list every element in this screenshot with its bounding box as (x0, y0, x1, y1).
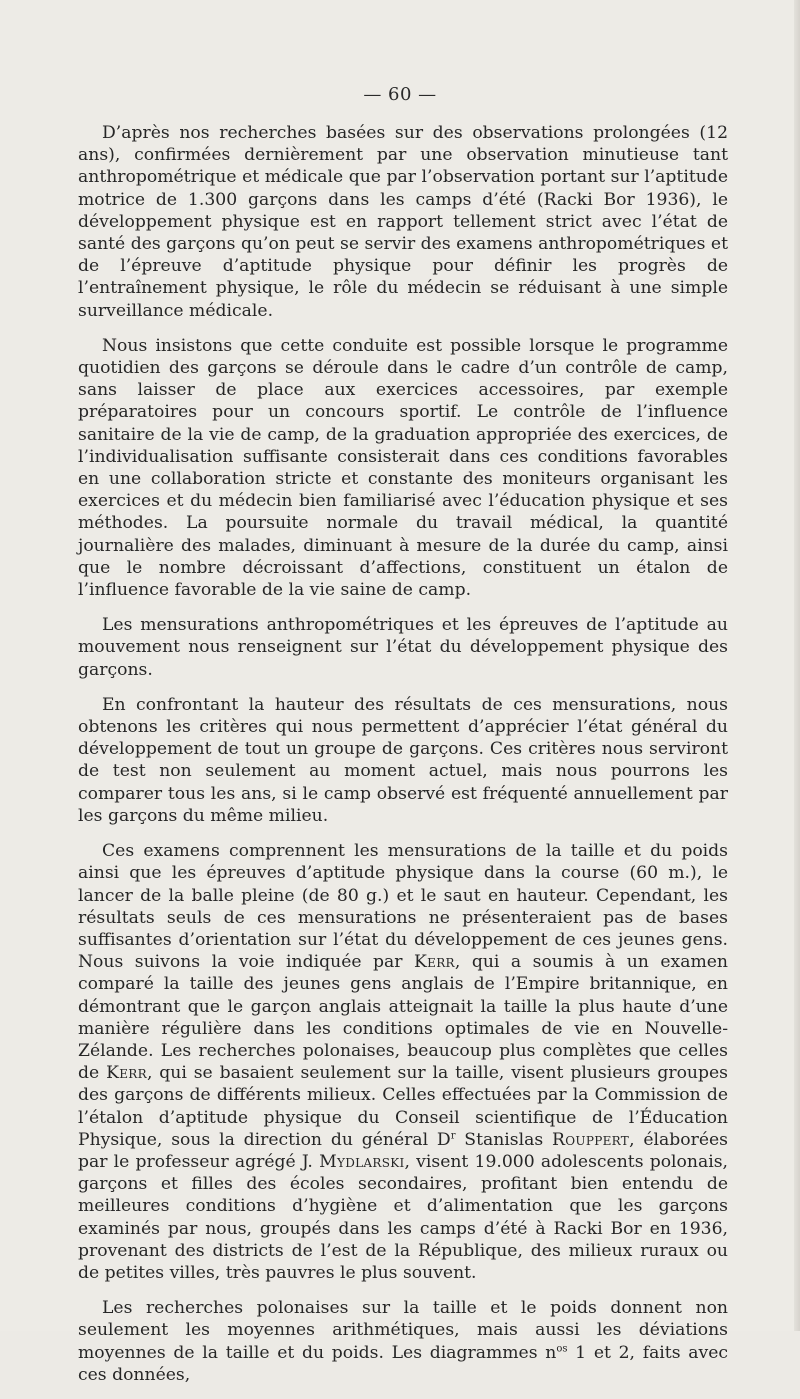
author-name-kerr-2: Kerr (106, 1063, 147, 1084)
paragraph-3: Les mensurations anthropométriques et les épreuves de l’aptitude au mouvement nous renseignent sur l’état du développement physique des garçons. (78, 615, 728, 680)
paragraph-4: En confrontant la hauteur des résultats de ces mensurations, nous obtenons les critères qui nous permettent d’apprécier l’état général du développement de tout un groupe de garçons. Ces critères nous serviront de test non seulement au moment actuel, mais nous pourrons les comparer tous les ans, si le camp observé est fréquenté annuellement par les garçons du même milieu. (78, 694, 728, 826)
paragraph-6-text-b: 1 et 2, faits avec ces données, (78, 1342, 728, 1385)
paragraph-6-text-a: Les recherches polonaises sur la taille et le poids donnent non seulement les moyennes arithmétiques, mais aussi les déviations moyennes de la taille et du poids. Les diagrammes n (78, 1298, 728, 1363)
paragraph-1: D’après nos recherches basées sur des observations prolongées (12 ans), confirmées dernièrement par une observation minutieuse tant anthropométrique et médicale que par l’observation portant sur l’aptitude motrice de 1.300 garçons dans les camps d’été (Racki Bor 1936), le développement physique est en rapport tellement strict avec l’état de santé des garçons qu’on peut se servir des examens anthropométriques et de l’épreuve d’aptitude physique pour définir les progrès de l’entraînement physique, le rôle du médecin se réduisant à une simple surveillance médicale. (78, 123, 728, 321)
page-edge-shadow (794, 0, 800, 1331)
paragraph-5 (78, 840, 728, 1284)
author-name-mydlarski: Mydlarski (319, 1151, 405, 1172)
paragraph-5-text-f: , visent 19.000 adolescents polonais, garçons et filles des écoles secondaires, profitant bien entendu de meilleures conditions d’hygiène et d’alimentation que les garçons examinés par nous, groupés dans les camps d’été à Racki Bor en 1936, provenant des districts de l’est de la République, des milieux ruraux ou de petites villes, très pauvres le plus souvent. (78, 1151, 728, 1283)
paragraph-6 (78, 1297, 728, 1386)
paragraph-5-text-b: , qui a soumis à un examen comparé la taille des jeunes gens anglais de l’Empire britannique, en démontrant que le garçon anglais atteignait la taille la plus haute d’une manière régulière dans les conditions optimales de vie en Nouvelle-Zélande. Les recherches polonaises, beaucoup plus complètes que celles de (78, 952, 729, 1084)
page-number: — 60 — (363, 84, 437, 105)
paragraph-5-text-d: Stanislas (455, 1129, 553, 1150)
author-name-rouppert: Rouppert (552, 1129, 630, 1150)
paragraph-5-text-a: Ces examens comprennent les mensurations de la taille et du poids ainsi que les épreuves d’aptitude physique dans la course (60 m.), le lancer de la balle pleine (de 80 g.) et le saut en hauteur. Cependant, les résultats seuls de ces mensurations ne présenteraient pas de bases suffisantes d’orientation sur l’état du développement de ces jeunes gens. Nous suivons la voie indiquée par (78, 841, 728, 973)
paragraph-5-text-e: , élaborées par le professeur agrégé J. (78, 1129, 728, 1172)
body-text (78, 122, 728, 1399)
paragraph-2: Nous insistons que cette conduite est possible lorsque le programme quotidien des garçons se déroule dans le cadre d’un contrôle de camp, sans laisser de place aux exercices accessoires, par exemple préparatoires pour un concours sportif. Le contrôle de l’influence sanitaire de la vie de camp, de la graduation appropriée des exercices, de l’individualisation suffisante consisterait dans ces conditions favorables en une collaboration stricte et constante des moniteurs organisant les exercices et du médecin bien familiarisé avec l’éducation physique et ses méthodes. La poursuite normale du travail médical, la quantité journalière des malades, diminuant à mesure de la durée du camp, ainsi que le nombre décroissant d’affections, constituent un étalon de l’influence favorable de la vie saine de camp. (78, 335, 728, 601)
doctor-superscript: r (450, 1130, 456, 1141)
numeros-superscript: os (556, 1342, 568, 1354)
author-name-kerr: Kerr (414, 952, 455, 973)
paragraph-5-text-c: , qui se basaient seulement sur la taille, visent plusieurs groupes des garçons de différents milieux. Celles effectuées par la Commission de l’étalon d’aptitude physique du Conseil scientifique de l’Éducation Physique, sous la direction du général D (78, 1063, 728, 1150)
